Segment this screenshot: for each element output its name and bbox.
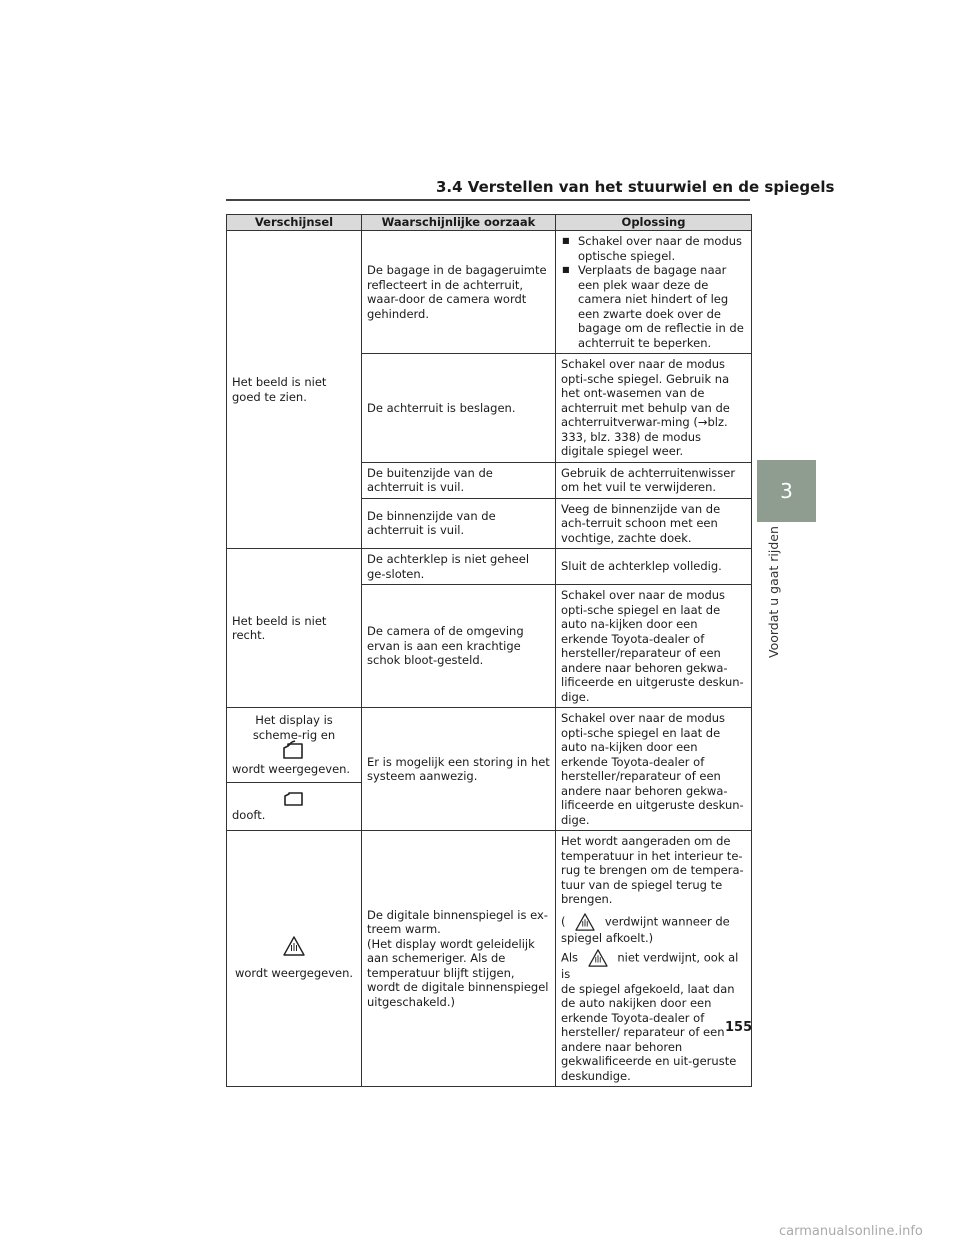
- chapter-tab: [757, 460, 816, 522]
- cause-cell: De achterklep is niet geheel ge-sloten.: [362, 549, 556, 585]
- solution-text: (: [561, 914, 566, 928]
- solution-text: niet verdwijnt, ook al is: [561, 950, 739, 981]
- solution-cell: Veeg de binnenzijde van de ach-terruit schoon met een vochtige, zachte doek.: [556, 498, 752, 549]
- cause-cell: De achterruit is beslagen.: [362, 354, 556, 463]
- solution-cell: Schakel over naar de modus opti-sche spiegel en laat de auto na-kijken door een erkende Toyota-dealer of hersteller/reparateur of een andere naar behoren gekwa-lificeerde en uitgeruste deskun-dige.: [556, 708, 752, 831]
- cause-cell: Er is mogelijk een storing in het systeem aanwezig.: [362, 708, 556, 831]
- solution-text: verdwijnt wanneer de: [604, 914, 730, 928]
- solution-cell: Schakel over naar de modus opti-sche spiegel. Gebruik na het ont-wasemen van de achterruit met behulp van de achterruitverwar-ming (→blz. 333, blz. 338) de modus digitale spiegel weer.: [556, 354, 752, 463]
- watermark: carmanualsonline.info: [779, 1224, 923, 1239]
- camera-warning-icon: [281, 740, 307, 762]
- cause-cell: De binnenzijde van de achterruit is vuil.: [362, 498, 556, 549]
- temperature-warning-icon: [575, 913, 595, 931]
- camera-icon: [282, 790, 306, 808]
- chapter-number: 3: [780, 479, 793, 503]
- cause-cell: De camera of de omgeving ervan is aan een krachtige schok bloot-gesteld.: [362, 585, 556, 708]
- cause-text: De digitale binnenspiegel is ex-treem warm.: [367, 907, 548, 937]
- column-header: Waarschijnlijke oorzaak: [362, 215, 556, 231]
- column-header: Verschijnsel: [227, 215, 362, 231]
- header-rule: [226, 199, 750, 201]
- solution-text: spiegel afkoelt.): [561, 930, 654, 945]
- symptom-cell: Het beeld is niet recht.: [227, 549, 362, 708]
- list-item: ■ Schakel over naar de modus optische spiegel.: [561, 234, 746, 263]
- cause-cell: De buitenzijde van de achterruit is vuil.: [362, 462, 556, 498]
- temperature-warning-icon: [283, 936, 305, 956]
- solution-text: Het wordt aangeraden om de temperatuur in het interieur te-rug te brengen om de tempera-tuur van de spiegel terug te brengen.: [561, 834, 744, 906]
- symptom-cell: Het beeld is niet goed te zien.: [227, 231, 362, 549]
- table-header-row: [227, 215, 752, 231]
- symptom-line: Het display is scheme-rig en: [252, 713, 336, 742]
- solution-cell: Schakel over naar de modus opti-sche spiegel en laat de auto na-kijken door een erkende Toyota-dealer of hersteller/reparateur of een andere naar behoren gekwa-lificeerde en uitgeruste deskun-dige.: [556, 585, 752, 708]
- chapter-label: Voordat u gaat rijden: [766, 526, 781, 658]
- symptom-line: dooft.: [232, 808, 266, 823]
- symptom-line: wordt weergegeven.: [232, 762, 351, 777]
- column-header: Oplossing: [556, 215, 752, 231]
- cause-text: (Het display wordt geleidelijk aan schemeriger. Als de temperatuur blijft stijgen, wordt de digitale binnenspiegel uitgeschakeld.): [367, 936, 549, 1009]
- symptom-cell: [227, 783, 362, 831]
- solution-text: de spiegel afgekoeld, laat dan de auto nakijken door een erkende Toyota-dealer of hersteller/ reparateur of een andere naar behoren gekwalificeerde en uit-geruste deskundige.: [561, 981, 737, 1083]
- symptom-cell: [227, 708, 362, 783]
- table-row: [227, 549, 752, 585]
- troubleshooting-table: [226, 214, 752, 1087]
- solution-cell: Sluit de achterklep volledig.: [556, 549, 752, 585]
- solution-text: Als: [561, 950, 579, 965]
- temperature-warning-icon: [588, 949, 608, 967]
- solution-cell: Gebruik de achterruitenwisser om het vuil te verwijderen.: [556, 462, 752, 498]
- solution-cell: [556, 231, 752, 354]
- cause-cell: [362, 831, 556, 1087]
- table-row: [227, 231, 752, 354]
- table-row: [227, 831, 752, 1087]
- symptom-line: wordt weergegeven.: [234, 966, 354, 981]
- page-number: 155: [725, 1020, 753, 1035]
- solution-cell: [556, 831, 752, 1087]
- list-item: ■ Verplaats de bagage naar een plek waar deze de camera niet hindert of leg een zwarte doek over de bagage om de reflectie in de achterruit te beperken.: [561, 263, 746, 350]
- table-row: [227, 708, 752, 783]
- cause-cell: De bagage in de bagageruimte reflecteert in de achterruit, waar-door de camera wordt gehinderd.: [362, 231, 556, 354]
- symptom-cell: [227, 831, 362, 1087]
- section-header: 3.4 Verstellen van het stuurwiel en de spiegels: [436, 178, 835, 196]
